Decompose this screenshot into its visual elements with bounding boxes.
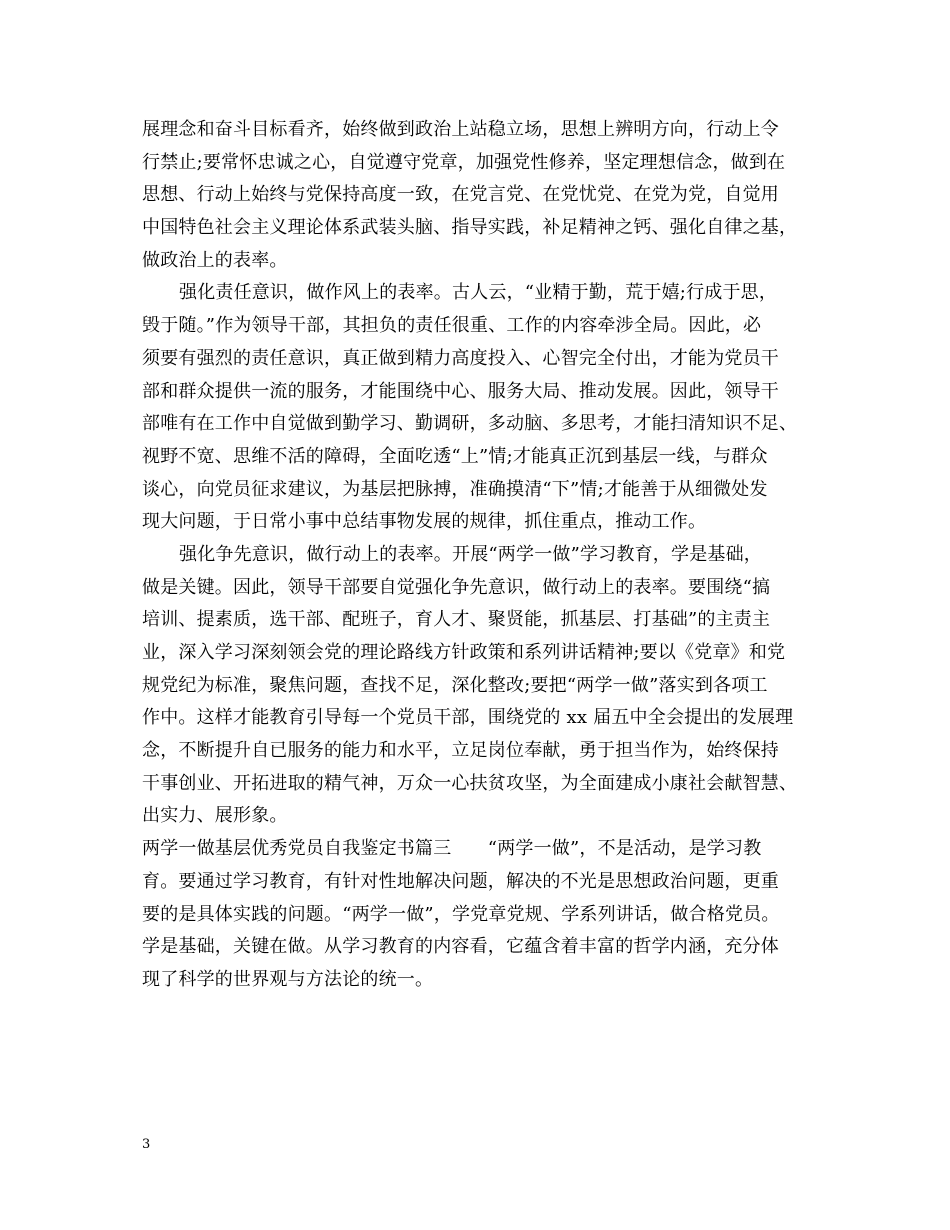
text-line: 做是关键。因此，领导干部要自觉强化争先意识，做行动上的表率。要围绕“搞 <box>142 576 771 598</box>
text-line: 出实力、展形象。 <box>142 805 288 827</box>
text-line: 部和群众提供一流的服务，才能围绕中心、服务大局、推动发展。因此，领导干 <box>142 380 779 402</box>
page-number: 3 <box>142 1137 151 1152</box>
text-line: 须要有强烈的责任意识，真正做到精力高度投入、心智完全付出，才能为党员干 <box>142 347 779 369</box>
text-line: 谈心，向党员征求建议，为基层把脉搏，准确摸清“下”情;才能善于从细微处发 <box>142 478 768 500</box>
text-line: 中国特色社会主义理论体系武装头脑、指导实践，补足精神之钙、强化自律之基， <box>142 217 798 239</box>
document-body <box>142 114 827 997</box>
text-line: 强化责任意识，做作风上的表率。古人云，“业精于勤，荒于嬉;行成于思， <box>179 282 778 304</box>
text-line: 思想、行动上始终与党保持高度一致，在党言党、在党忧党、在党为党，自觉用 <box>142 184 779 206</box>
text-line: 强化争先意识，做行动上的表率。开展“两学一做”学习教育，学是基础， <box>179 543 763 565</box>
text-line: 念，不断提升自已服务的能力和水平，立足岗位奉献，勇于担当作为，始终保持 <box>142 740 779 762</box>
text-line: 做政治上的表率。 <box>142 249 288 271</box>
text-line: 行禁止;要常怀忠诚之心，自觉遵守党章，加强党性修养，坚定理想信念，做到在 <box>142 151 786 173</box>
text-line: 现了科学的世界观与方法论的统一。 <box>142 968 434 990</box>
text-line: 干事创业、开拓进取的精气神，万众一心扶贫攻坚，为全面建成小康社会献智慧、 <box>142 772 798 794</box>
text-line: 视野不宽、思维不活的障碍，全面吃透“上”情;才能真正沉到基层一线，与群众 <box>142 445 768 467</box>
text-line: 业，深入学习深刻领会党的理论路线方针政策和系列讲话精神;要以《党章》和党 <box>142 642 786 663</box>
text-line: 规党纪为标准，聚焦问题，查找不足，深化整改;要把“两学一做”落实到各项工 <box>142 674 768 696</box>
text-line: 培训、提素质，选干部、配班子，育人才、聚贤能，抓基层、打基础”的主责主 <box>142 609 771 631</box>
text-line: 育。要通过学习教育，有针对性地解决问题，解决的不光是思想政治问题，更重 <box>142 870 779 892</box>
text-line: 学是基础，关键在做。从学习教育的内容看，它蕴含着丰富的哲学内涵，充分体 <box>142 936 779 958</box>
text-line: 两学一做基层优秀党员自我鉴定书篇三 “两学一做”，不是活动，是学习教 <box>142 838 762 860</box>
text-line: 要的是具体实践的问题。“两学一做”，学党章党规、学系列讲话，做合格党员。 <box>142 903 780 925</box>
text-line: 现大问题，于日常小事中总结事物发展的规律，抓住重点，推动工作。 <box>142 511 707 533</box>
text-line: 作中。这样才能教育引导每一个党员干部，围绕党的 xx 届五中全会提出的发展理 <box>142 707 794 729</box>
text-line: 毁于随。”作为领导干部，其担负的责任很重、工作的内容牵涉全局。因此，必 <box>142 315 762 337</box>
text-line: 部唯有在工作中自觉做到勤学习、勤调研，多动脑、多思考，才能扫清知识不足、 <box>142 413 798 435</box>
text-line: 展理念和奋斗目标看齐，始终做到政治上站稳立场，思想上辨明方向，行动上令 <box>142 119 779 140</box>
